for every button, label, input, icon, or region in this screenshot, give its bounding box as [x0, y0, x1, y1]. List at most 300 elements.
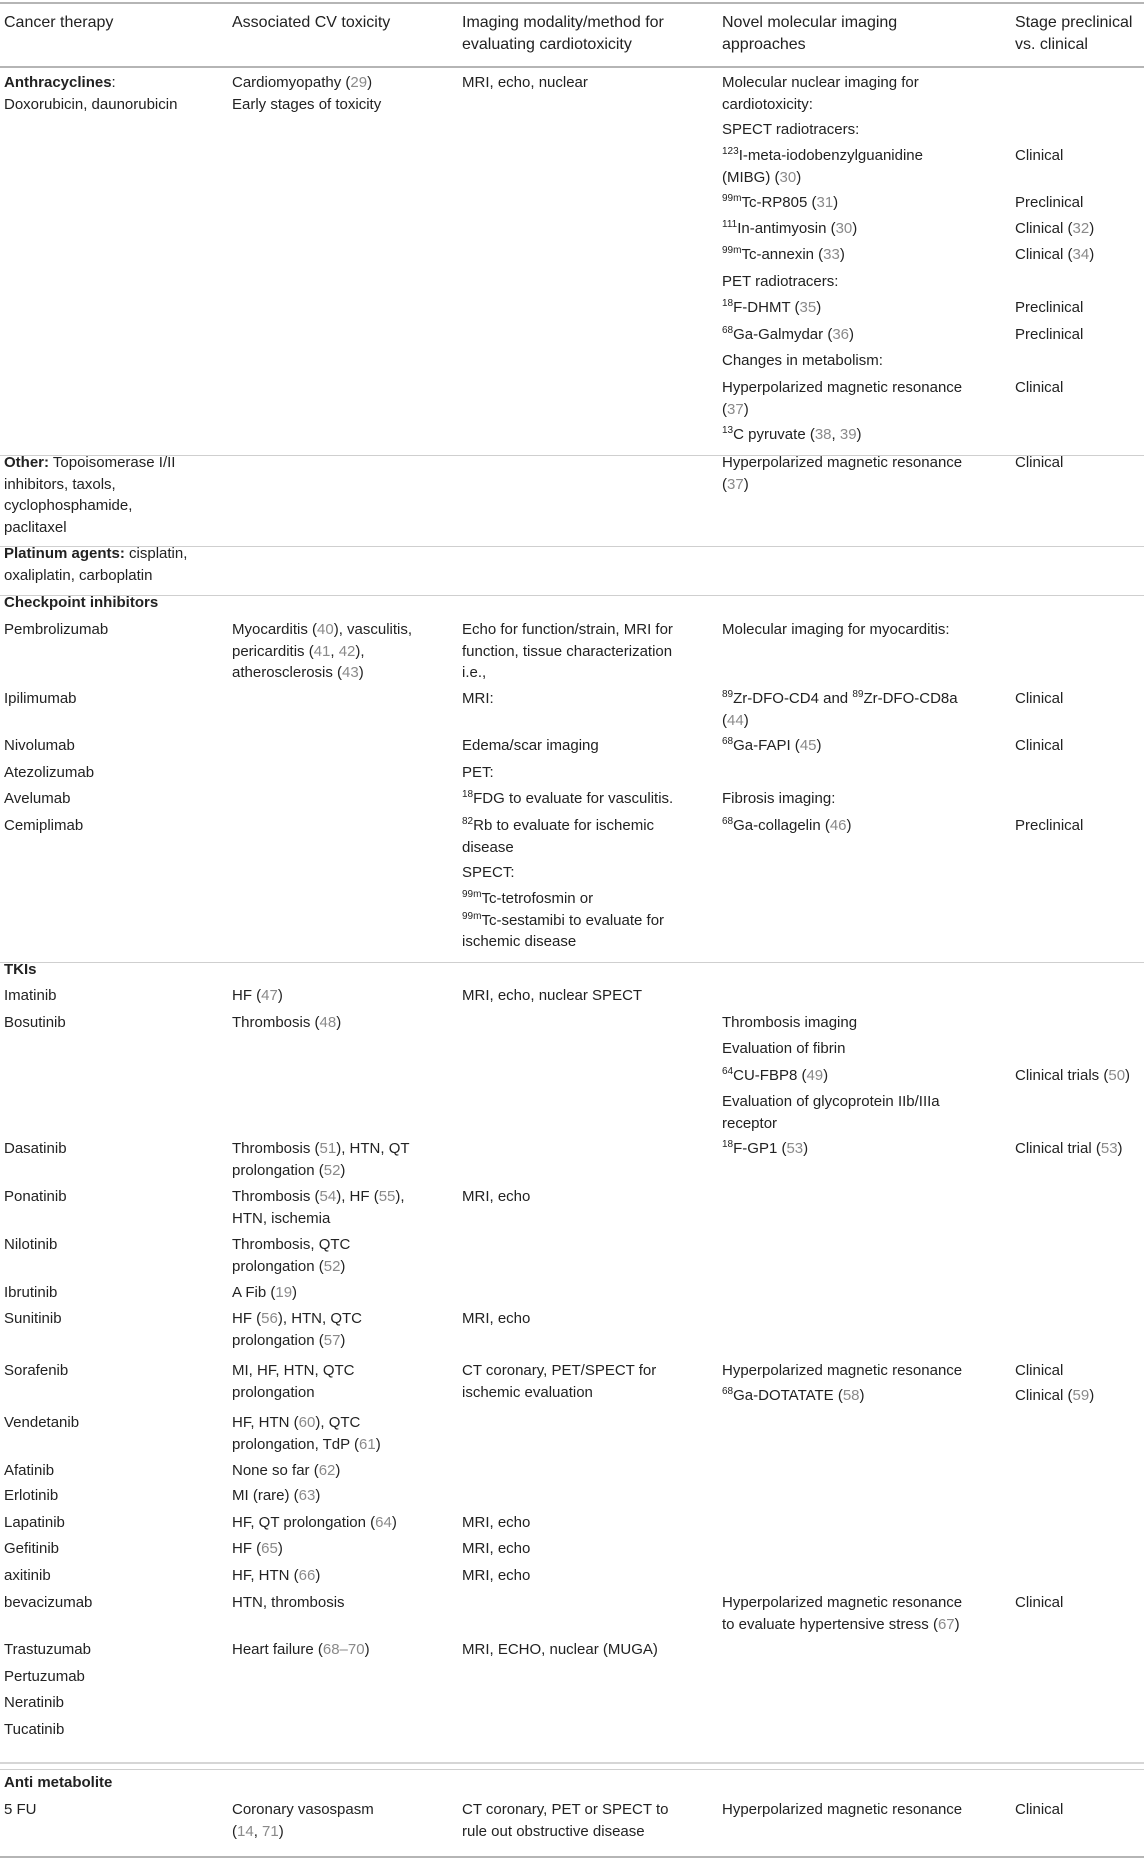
- table-cell-cancer-therapy: [4, 1460, 54, 1482]
- cell-line: Ponatinib: [4, 1188, 67, 1205]
- cell-line: Clinical: [1015, 1594, 1064, 1611]
- table-cell-novel-imaging: [722, 688, 958, 731]
- cell-line: cyclophosphamide,: [4, 497, 133, 514]
- table-cell-imaging-modality: [462, 985, 642, 1007]
- table-cell-cancer-therapy: [4, 1772, 112, 1794]
- cell-line: Vendetanib: [4, 1414, 80, 1431]
- table-cell-novel-imaging: [722, 735, 822, 757]
- cell-line: Thrombosis (51), HTN, QT: [232, 1140, 410, 1157]
- cell-line: MRI, echo: [462, 1514, 531, 1531]
- isotope-superscript: 123: [722, 146, 739, 157]
- cell-line: to evaluate hypertensive stress (67): [722, 1615, 960, 1633]
- cell-line: HTN, thrombosis: [232, 1594, 345, 1611]
- cell-line: PET:: [462, 764, 494, 781]
- cell-line: Molecular nuclear imaging for: [722, 74, 919, 91]
- table-cell-cancer-therapy: [4, 1719, 64, 1741]
- isotope-superscript: 111: [722, 219, 738, 230]
- reference-link[interactable]: 38: [814, 426, 832, 443]
- reference-link[interactable]: 59: [1072, 1387, 1090, 1404]
- table-cell-imaging-modality: [462, 1538, 530, 1560]
- cell-line: Clinical (32): [1015, 220, 1095, 237]
- cell-line: CT coronary, PET or SPECT to: [462, 1801, 669, 1818]
- reference-link[interactable]: 32: [1072, 220, 1090, 237]
- cell-line: Preclinical: [1015, 817, 1084, 834]
- cell-line: HF, QT prolongation (64): [232, 1514, 397, 1531]
- reference-link[interactable]: 61: [359, 1435, 376, 1453]
- cell-line: Preclinical: [1015, 299, 1084, 316]
- reference-link[interactable]: 37: [727, 475, 744, 493]
- cell-line: Hyperpolarized magnetic resonance: [722, 1801, 963, 1818]
- table-cell-stage: [1015, 815, 1083, 837]
- reference-link[interactable]: 71: [262, 1822, 279, 1840]
- cell-line: Thrombosis (54), HF (55),: [232, 1188, 405, 1205]
- table-cell-novel-imaging: [722, 619, 950, 641]
- reference-link[interactable]: 39: [839, 426, 857, 443]
- table-cell-cancer-therapy: [4, 1282, 57, 1304]
- reference-link[interactable]: 64: [375, 1514, 392, 1531]
- cell-line: receptor: [722, 1114, 778, 1132]
- cell-line: MRI, echo: [462, 1188, 531, 1205]
- cell-line: Clinical: [1015, 379, 1064, 396]
- cell-line: Clinical (34): [1015, 246, 1095, 263]
- table-cell-cancer-therapy: [4, 1538, 59, 1560]
- header-line: Imaging modality/method for: [462, 14, 664, 31]
- bold-label: Anti metabolite: [4, 1774, 113, 1791]
- cell-line: $^{68}$Ga-Galmydar (36): [722, 325, 854, 343]
- reference-link[interactable]: 30: [835, 220, 853, 237]
- reference-link[interactable]: 46: [829, 817, 847, 834]
- cell-line: Clinical trials (50): [1015, 1067, 1131, 1084]
- table-cell-cv-toxicity: [232, 72, 381, 115]
- table-cell-stage: [1015, 1592, 1063, 1614]
- table-cell-novel-imaging: [722, 271, 838, 293]
- header-line: evaluating cardiotoxicity: [462, 35, 632, 53]
- cell-line: prolongation (57): [232, 1331, 346, 1349]
- cell-line: $^{18}$FDG to evaluate for vasculitis.: [462, 789, 674, 807]
- table-cell-novel-imaging: [722, 1799, 962, 1821]
- table-cell-cv-toxicity: [232, 1639, 370, 1661]
- table-cell-imaging-modality: [462, 888, 664, 953]
- table-cell-cv-toxicity: [232, 1538, 283, 1560]
- cell-line: Anthracyclines:: [4, 74, 116, 91]
- cell-line: Nivolumab: [4, 737, 75, 754]
- cell-line: (MIBG) (30): [722, 168, 802, 186]
- table-cell-stage: [1015, 218, 1094, 240]
- cell-line: rule out obstructive disease: [462, 1822, 645, 1840]
- reference-link[interactable]: 41: [313, 642, 331, 660]
- table-cell-novel-imaging: [722, 1360, 962, 1382]
- cell-line: Bosutinib: [4, 1014, 66, 1031]
- reference-link[interactable]: 65: [261, 1540, 278, 1557]
- cell-line: [4, 1772, 112, 1794]
- cell-line: paclitaxel: [4, 518, 67, 536]
- cell-line: prolongation, TdP (61): [232, 1435, 381, 1453]
- table-cell-stage: [1015, 377, 1063, 399]
- cell-line: $^{89}$Zr-DFO-CD4 and $^{89}$Zr-DFO-CD8a: [722, 689, 958, 707]
- cell-line: Other: Topoisomerase I/II: [4, 454, 176, 471]
- cell-line: Clinical: [1015, 737, 1064, 754]
- reference-link[interactable]: 63: [298, 1487, 316, 1504]
- isotope-superscript: 68: [722, 816, 734, 827]
- column-header-cancer-therapy: [4, 12, 113, 34]
- table-cell-stage: [1015, 688, 1063, 710]
- cell-line: Ibrutinib: [4, 1284, 58, 1301]
- isotope-superscript: 18: [722, 298, 734, 309]
- cell-line: cardiotoxicity:: [722, 95, 813, 113]
- table-cell-novel-imaging: [722, 218, 857, 240]
- table-rule: [0, 66, 1144, 68]
- reference-link[interactable]: 14: [237, 1822, 254, 1840]
- cell-line: Fibrosis imaging:: [722, 790, 836, 807]
- cell-line: $^{99m}$Tc-tetrofosmin or: [462, 889, 594, 907]
- table-rule: [0, 1769, 1144, 1770]
- reference-link[interactable]: 36: [832, 326, 849, 343]
- table-cell-cv-toxicity: [232, 1485, 320, 1507]
- cell-line: Hyperpolarized magnetic resonance: [722, 379, 963, 396]
- reference-link[interactable]: 56: [261, 1310, 278, 1327]
- cell-line: $^{64}$CU-FBP8 (49): [722, 1066, 829, 1084]
- column-header-novel-imaging: [722, 12, 897, 55]
- bold-label: Platinum agents:: [4, 545, 125, 562]
- cell-line: Clinical: [1015, 690, 1064, 707]
- cell-line: $^{68}$Ga-FAPI (45): [722, 736, 822, 754]
- reference-link[interactable]: 48: [319, 1014, 337, 1031]
- table-cell-novel-imaging: [722, 377, 962, 420]
- cell-line: $^{18}$F-GP1 (53): [722, 1139, 809, 1157]
- cell-line: Evaluation of fibrin: [722, 1040, 846, 1057]
- table-cell-cancer-therapy: [4, 1692, 64, 1714]
- cell-line: Erlotinib: [4, 1487, 59, 1504]
- isotope-superscript: 68: [722, 325, 734, 336]
- cell-line: axitinib: [4, 1567, 51, 1584]
- table-cell-cancer-therapy: [4, 959, 37, 981]
- table-cell-cancer-therapy: [4, 1412, 79, 1434]
- isotope-superscript: 18: [722, 1139, 734, 1150]
- column-header-cv-toxicity: [232, 12, 390, 34]
- cell-line: HF, HTN (66): [232, 1567, 321, 1584]
- table-cell-novel-imaging: [722, 72, 919, 115]
- table-cell-novel-imaging: [722, 324, 854, 346]
- cell-line: $^{82}$Rb to evaluate for ischemic: [462, 816, 655, 834]
- reference-link[interactable]: 19: [275, 1284, 293, 1301]
- cell-line: prolongation (52): [232, 1161, 346, 1179]
- cell-line: Lapatinib: [4, 1514, 65, 1531]
- cell-line: $^{99m}$Tc-annexin (33): [722, 245, 845, 263]
- cell-line: $^{13}$C pyruvate (38, 39): [722, 425, 862, 443]
- table-cell-cancer-therapy: [4, 788, 70, 810]
- cell-line: Clinical: [1015, 454, 1064, 471]
- reference-link[interactable]: 57: [323, 1331, 341, 1349]
- cell-line: Atezolizumab: [4, 764, 95, 781]
- table-cell-cv-toxicity: [232, 1308, 362, 1351]
- reference-link[interactable]: 68–70: [322, 1641, 365, 1658]
- reference-link[interactable]: 53: [1100, 1140, 1118, 1157]
- header-line: Cancer therapy: [4, 14, 114, 31]
- isotope-superscript: 89: [722, 689, 734, 700]
- table-cell-cancer-therapy: [4, 735, 75, 757]
- section-divider: [0, 1762, 1144, 1764]
- reference-link[interactable]: 47: [261, 987, 278, 1004]
- cell-line: $^{68}$Ga-collagelin (46): [722, 816, 852, 834]
- cell-line: Nilotinib: [4, 1236, 58, 1253]
- table-cell-imaging-modality: [462, 1639, 658, 1661]
- cell-line: HF (47): [232, 987, 283, 1004]
- cell-line: Platinum agents: cisplatin,: [4, 545, 188, 562]
- table-cell-stage: [1015, 1065, 1130, 1087]
- cell-line: Molecular imaging for myocarditis:: [722, 621, 950, 638]
- cell-line: Pertuzumab: [4, 1668, 85, 1685]
- table-cell-cv-toxicity: [232, 1282, 297, 1304]
- isotope-superscript: 99m: [722, 193, 742, 204]
- column-header-stage: [1015, 12, 1132, 55]
- table-cell-novel-imaging: [722, 1592, 962, 1635]
- cell-line: prolongation: [232, 1383, 315, 1401]
- table-cell-cancer-therapy: [4, 543, 187, 586]
- cell-line: Ipilimumab: [4, 690, 77, 707]
- cell-line: Thrombosis (48): [232, 1014, 342, 1031]
- table-cell-cv-toxicity: [232, 1186, 405, 1229]
- table-cell-novel-imaging: [722, 788, 835, 810]
- table-cell-cancer-therapy: [4, 762, 94, 784]
- cell-line: Clinical: [1015, 1362, 1064, 1379]
- table-rule: [0, 962, 1144, 963]
- header-line: Stage preclinical: [1015, 14, 1133, 31]
- table-cell-stage: [1015, 735, 1063, 757]
- cell-line: None so far (62): [232, 1462, 341, 1479]
- reference-link[interactable]: 33: [823, 246, 840, 263]
- table-cell-cancer-therapy: [4, 1592, 92, 1614]
- cell-line: i.e.,: [462, 664, 487, 681]
- cell-line: Early stages of toxicity: [232, 95, 382, 113]
- table-cell-stage: [1015, 297, 1083, 319]
- table-cell-stage: [1015, 1138, 1123, 1160]
- table-cell-cv-toxicity: [232, 985, 283, 1007]
- table-cell-imaging-modality: [462, 862, 515, 884]
- cell-line: MRI:: [462, 690, 494, 707]
- table-cell-cv-toxicity: [232, 1412, 381, 1455]
- column-header-imaging-modality: [462, 12, 664, 55]
- cell-line: Cemiplimab: [4, 817, 84, 834]
- reference-link[interactable]: 51: [319, 1140, 337, 1157]
- table-cell-cancer-therapy: [4, 688, 77, 710]
- table-cell-novel-imaging: [722, 1038, 845, 1060]
- cell-line: ischemic evaluation: [462, 1383, 593, 1401]
- table-cell-cancer-therapy: [4, 1639, 91, 1661]
- table-cell-imaging-modality: [462, 1186, 530, 1208]
- table-cell-cancer-therapy: [4, 452, 175, 538]
- table-cell-stage: [1015, 1799, 1063, 1821]
- cell-line: Avelumab: [4, 790, 71, 807]
- table-cell-imaging-modality: [462, 688, 494, 710]
- cell-line: Dasatinib: [4, 1140, 67, 1157]
- reference-link[interactable]: 49: [806, 1067, 824, 1084]
- reference-link[interactable]: 40: [317, 621, 334, 638]
- table-cell-cancer-therapy: [4, 1666, 85, 1688]
- cell-line: Gefitinib: [4, 1540, 60, 1557]
- reference-link[interactable]: 52: [323, 1257, 341, 1275]
- reference-link[interactable]: 66: [298, 1567, 316, 1584]
- isotope-superscript: 99m: [722, 245, 742, 256]
- reference-link[interactable]: 35: [799, 299, 817, 316]
- table-cell-cv-toxicity: [232, 1460, 340, 1482]
- cell-line: Trastuzumab: [4, 1641, 91, 1658]
- table-rule: [0, 1856, 1144, 1858]
- cell-line: $^{68}$Ga-DOTATATE (58): [722, 1386, 865, 1404]
- reference-link[interactable]: 29: [350, 74, 368, 91]
- cell-line: PET radiotracers:: [722, 273, 839, 290]
- isotope-superscript: 18: [462, 789, 474, 800]
- reference-link[interactable]: 44: [727, 711, 744, 729]
- reference-link[interactable]: 52: [323, 1161, 341, 1179]
- table-cell-novel-imaging: [722, 297, 821, 319]
- cell-line: Afatinib: [4, 1462, 55, 1479]
- reference-link[interactable]: 62: [318, 1462, 336, 1479]
- reference-link[interactable]: 50: [1108, 1067, 1126, 1084]
- table-cell-novel-imaging: [722, 1385, 865, 1407]
- table-cell-novel-imaging: [722, 1138, 808, 1160]
- table-cell-cancer-therapy: [4, 72, 177, 115]
- table-cell-cancer-therapy: [4, 619, 108, 641]
- table-cell-imaging-modality: [462, 735, 599, 757]
- table-cell-novel-imaging: [722, 1012, 857, 1034]
- reference-link[interactable]: 42: [338, 642, 356, 660]
- cell-line: SPECT radiotracers:: [722, 121, 860, 138]
- table-cell-cancer-therapy: [4, 815, 83, 837]
- cell-line: MI (rare) (63): [232, 1487, 321, 1504]
- reference-link[interactable]: 30: [779, 168, 797, 186]
- cell-line: CT coronary, PET/SPECT for: [462, 1362, 657, 1379]
- reference-link[interactable]: 67: [937, 1615, 955, 1633]
- table-cell-imaging-modality: [462, 762, 494, 784]
- table-cell-novel-imaging: [722, 350, 883, 372]
- cell-line: Heart failure (68–70): [232, 1641, 370, 1658]
- cell-line: MRI, echo: [462, 1540, 531, 1557]
- table-rule: [0, 595, 1144, 596]
- table-cell-novel-imaging: [722, 452, 962, 495]
- cell-line: $^{111}$In-antimyosin (30): [722, 219, 858, 237]
- cell-line: Echo for function/strain, MRI for: [462, 621, 673, 638]
- isotope-superscript: 89: [852, 689, 864, 700]
- cell-line: A Fib (19): [232, 1284, 298, 1301]
- table-cell-novel-imaging: [722, 815, 852, 837]
- table-cell-stage: [1015, 1360, 1063, 1382]
- table-cell-cv-toxicity: [232, 1799, 374, 1842]
- cell-line: $^{99m}$Tc-RP805 (31): [722, 193, 839, 211]
- cell-line: HF (65): [232, 1540, 283, 1557]
- cell-line: (14, 71): [232, 1822, 284, 1840]
- table-cell-imaging-modality: [462, 1565, 530, 1587]
- cell-line: (37): [722, 475, 749, 493]
- cell-line: Coronary vasospasm: [232, 1801, 374, 1818]
- cell-line: HTN, ischemia: [232, 1209, 331, 1227]
- table-cell-cancer-therapy: [4, 1512, 65, 1534]
- table-cell-cv-toxicity: [232, 1138, 410, 1181]
- table-cell-cv-toxicity: [232, 1234, 350, 1277]
- cell-line: Preclinical: [1015, 194, 1084, 211]
- bold-label: Checkpoint inhibitors: [4, 594, 159, 611]
- table-cell-stage: [1015, 145, 1063, 167]
- cell-line: Clinical: [1015, 147, 1064, 164]
- cell-line: MI, HF, HTN, QTC: [232, 1362, 355, 1379]
- reference-link[interactable]: 54: [319, 1188, 337, 1205]
- reference-link[interactable]: 45: [799, 737, 817, 754]
- header-line: vs. clinical: [1015, 35, 1088, 53]
- bold-label: TKIs: [4, 961, 37, 978]
- table-cell-imaging-modality: [462, 1512, 530, 1534]
- cell-line: [4, 592, 158, 614]
- isotope-superscript: 99m: [462, 889, 482, 900]
- cell-line: Tucatinib: [4, 1721, 65, 1738]
- reference-link[interactable]: 55: [378, 1188, 396, 1205]
- cell-line: Edema/scar imaging: [462, 737, 599, 754]
- cell-line: [4, 959, 37, 981]
- table-cell-cancer-therapy: [4, 1799, 37, 1821]
- reference-link[interactable]: 60: [298, 1414, 316, 1431]
- table-cell-stage: [1015, 192, 1083, 214]
- table-cell-novel-imaging: [722, 424, 862, 446]
- cell-line: disease: [462, 838, 514, 856]
- reference-link[interactable]: 43: [342, 664, 359, 681]
- table-cell-cancer-therapy: [4, 1012, 66, 1034]
- cell-line: MRI, echo, nuclear: [462, 74, 588, 91]
- reference-link[interactable]: 34: [1072, 246, 1090, 263]
- table-cell-imaging-modality: [462, 815, 654, 858]
- table-cell-novel-imaging: [722, 119, 859, 141]
- reference-link[interactable]: 31: [816, 194, 834, 211]
- cell-line: bevacizumab: [4, 1594, 93, 1611]
- table-cell-stage: [1015, 452, 1063, 474]
- reference-link[interactable]: 53: [786, 1140, 804, 1157]
- table-cell-cv-toxicity: [232, 1512, 397, 1534]
- table-cell-cv-toxicity: [232, 1360, 355, 1403]
- table-cell-novel-imaging: [722, 1065, 828, 1087]
- cell-line: MRI, ECHO, nuclear (MUGA): [462, 1641, 658, 1658]
- isotope-superscript: 82: [462, 816, 474, 827]
- cell-line: prolongation (52): [232, 1257, 346, 1275]
- table-cell-cv-toxicity: [232, 619, 412, 684]
- bold-label: Anthracyclines: [4, 74, 112, 91]
- table-cell-cancer-therapy: [4, 592, 158, 614]
- cell-line: MRI, echo, nuclear SPECT: [462, 987, 643, 1004]
- cell-line: MRI, echo: [462, 1310, 531, 1327]
- table-cell-stage: [1015, 244, 1094, 266]
- cell-line: Clinical: [1015, 1801, 1064, 1818]
- cell-line: Changes in metabolism:: [722, 352, 883, 369]
- reference-link[interactable]: 37: [727, 400, 744, 418]
- table-cell-stage: [1015, 1385, 1094, 1407]
- reference-link[interactable]: 58: [842, 1387, 860, 1404]
- cell-line: pericarditis (41, 42),: [232, 642, 365, 660]
- cell-line: $^{99m}$Tc-sestamibi to evaluate for: [462, 910, 665, 929]
- table-cell-cancer-therapy: [4, 1565, 51, 1587]
- cell-line: Preclinical: [1015, 326, 1084, 343]
- cell-line: Clinical (59): [1015, 1387, 1095, 1404]
- cell-line: Hyperpolarized magnetic resonance: [722, 1362, 963, 1379]
- table-cell-cancer-therapy: [4, 1485, 58, 1507]
- cell-line: $^{18}$F-DHMT (35): [722, 298, 822, 316]
- cell-line: Pembrolizumab: [4, 621, 109, 638]
- table-cell-novel-imaging: [722, 192, 838, 214]
- cell-line: inhibitors, taxols,: [4, 475, 116, 493]
- header-line: Associated CV toxicity: [232, 14, 391, 31]
- cell-line: Thrombosis, QTC: [232, 1236, 351, 1253]
- table-cell-cv-toxicity: [232, 1012, 341, 1034]
- table-cell-imaging-modality: [462, 1799, 668, 1842]
- isotope-superscript: 64: [722, 1066, 734, 1077]
- table-cell-imaging-modality: [462, 788, 673, 810]
- cell-line: SPECT:: [462, 864, 515, 881]
- isotope-superscript: 13: [722, 425, 734, 436]
